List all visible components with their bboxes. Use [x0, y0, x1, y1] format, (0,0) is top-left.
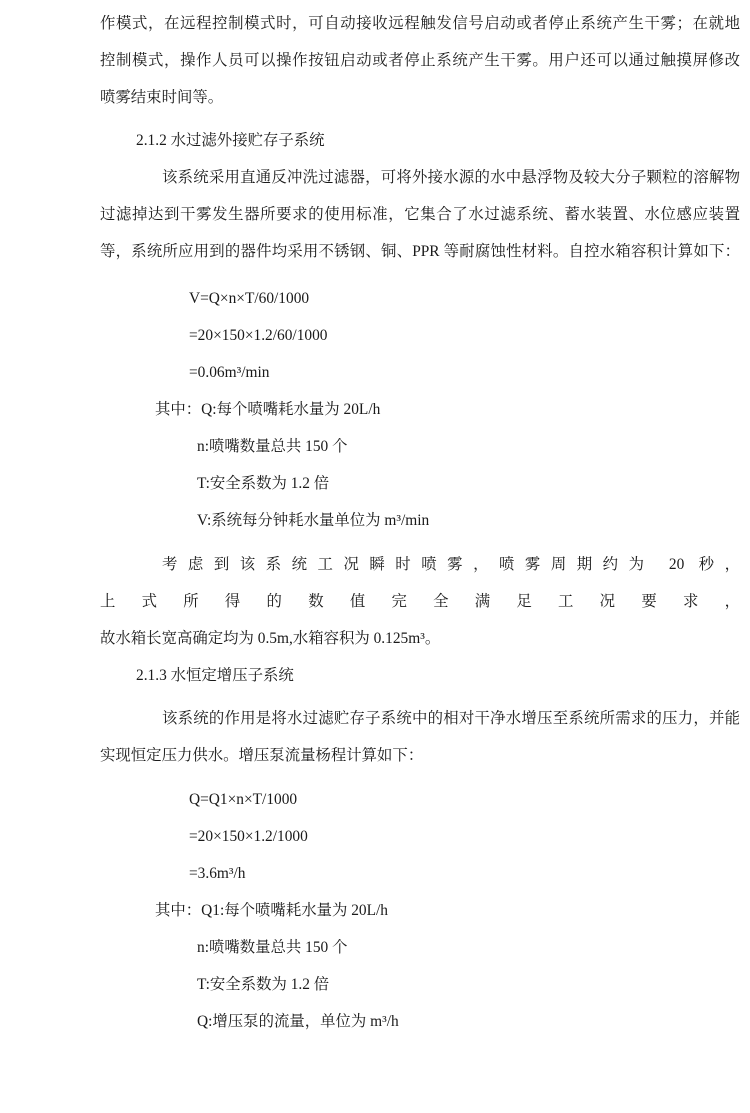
variable-definition: Q:增压泵的流量，单位为 m³/h [197, 1013, 399, 1030]
text-line: 故水箱长宽高确定均为 0.5m,水箱容积为 0.125m³。 [100, 630, 441, 647]
text-line: 实现恒定压力供水。增压泵流量杨程计算如下： [100, 747, 424, 764]
variable-definition: n:喷嘴数量总共 150 个 [197, 438, 348, 455]
formula-line: V=Q×n×T/60/1000 [189, 290, 310, 307]
text-line: 该系统采用直通反冲洗过滤器，可将外接水源的水中悬浮物及较大分子颗粒的溶解物 [162, 169, 740, 186]
formula-line: =20×150×1.2/60/1000 [189, 327, 328, 344]
formula-line: Q=Q1×n×T/1000 [189, 791, 298, 808]
variable-definition: n:喷嘴数量总共 150 个 [197, 939, 348, 956]
section-heading-2-1-3: 2.1.3 水恒定增压子系统 [136, 667, 294, 684]
text-line: 作模式，在远程控制模式时，可自动接收远程触发信号启动或者停止系统产生干雾；在就地 [100, 15, 740, 32]
formula-line: =3.6m³/h [189, 865, 246, 882]
formula-line: =20×150×1.2/1000 [189, 828, 308, 845]
document-content [100, 5, 740, 1040]
text-line: 喷雾结束时间等。 [100, 89, 224, 106]
variable-definition: T:安全系数为 1.2 倍 [197, 976, 330, 993]
text-line: 过滤掉达到干雾发生器所要求的使用标准，它集合了水过滤系统、蓄水装置、水位感应装置 [100, 206, 740, 223]
variable-definition: 其中：Q1:每个喷嘴耗水量为 20L/h [155, 902, 388, 919]
text-line: 等，系统所应用到的器件均采用不锈钢、铜、PPR 等耐腐蚀性材料。自控水箱容积计算如下： [100, 243, 740, 260]
text-line: 考虑到该系统工况瞬时喷雾，喷雾周期约为 20 秒，上式所得的数值完全满足工况要求， [100, 556, 740, 610]
text-line: 控制模式，操作人员可以操作按钮启动或者停止系统产生干雾。用户还可以通过触摸屏修改 [100, 52, 740, 69]
variable-definition: T:安全系数为 1.2 倍 [197, 475, 330, 492]
section-heading-2-1-2: 2.1.2 水过滤外接贮存子系统 [136, 132, 325, 149]
text-line: 该系统的作用是将水过滤贮存子系统中的相对干净水增压至系统所需求的压力，并能 [162, 710, 740, 727]
variable-definition: V:系统每分钟耗水量单位为 m³/min [197, 512, 430, 529]
formula-line: =0.06m³/min [189, 364, 270, 381]
variable-definition: 其中：Q:每个喷嘴耗水量为 20L/h [155, 401, 381, 418]
